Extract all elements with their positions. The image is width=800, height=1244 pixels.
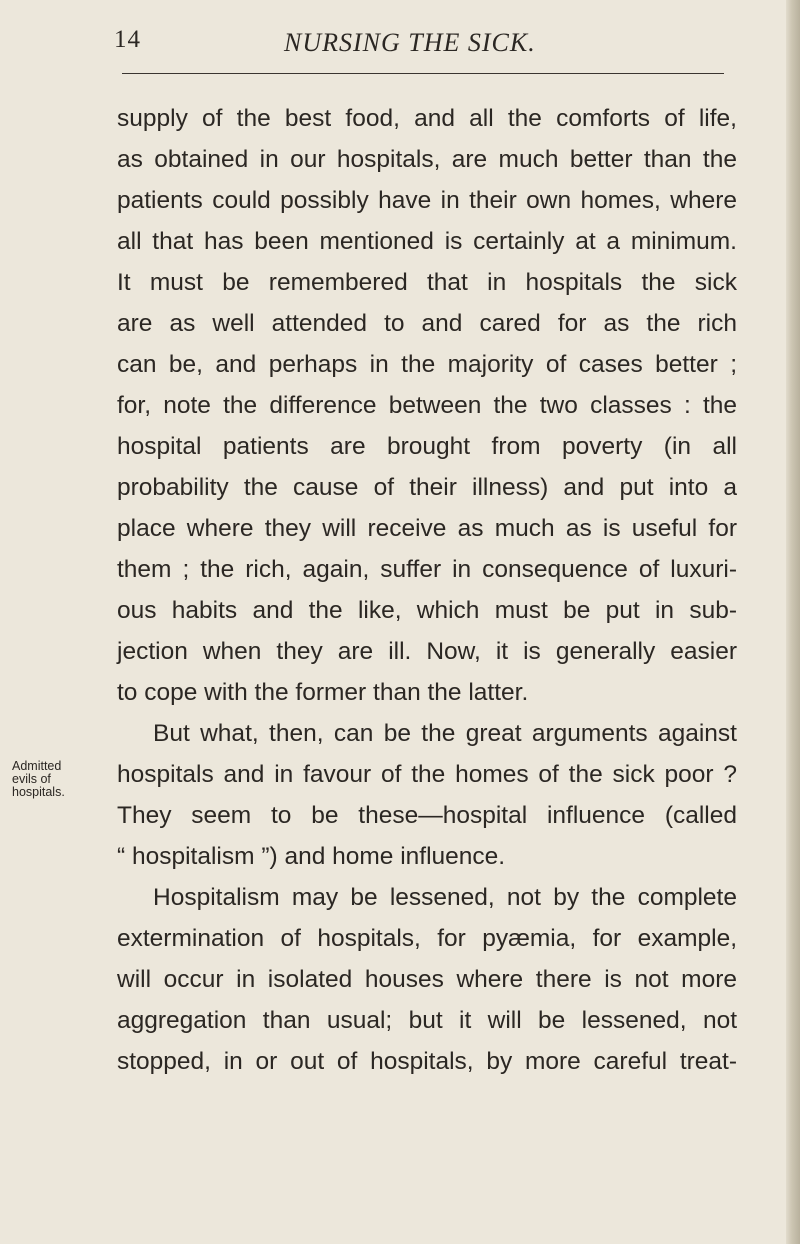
- text-line: It must be remembered that in hospitals the sick: [117, 269, 737, 296]
- text-line: are as well attended to and cared for as the rich: [117, 310, 737, 337]
- text-line: hospitals and in favour of the homes of the sick poor ?: [117, 761, 737, 788]
- page-number: 14: [114, 26, 141, 53]
- margin-note: [12, 760, 97, 799]
- running-head: [0, 18, 800, 58]
- text-line: aggregation than usual; but it will be lessened, not: [117, 1007, 737, 1034]
- text-line: them ; the rich, again, suffer in consequence of luxuri-: [117, 556, 737, 583]
- text-line: stopped, in or out of hospitals, by more careful treat-: [117, 1048, 737, 1075]
- text-line: They seem to be these—hospital influence (called: [117, 802, 737, 829]
- text-line: as obtained in our hospitals, are much better than the: [117, 146, 737, 173]
- text-line: to cope with the former than the latter.: [117, 679, 529, 706]
- header-rule: [122, 73, 724, 74]
- text-line: all that has been mentioned is certainly at a minimum.: [117, 228, 737, 255]
- text-line: for, note the difference between the two classes : the: [117, 392, 737, 419]
- text-line: extermination of hospitals, for pyæmia, for example,: [117, 925, 737, 952]
- text-line: ous habits and the like, which must be put in sub-: [117, 597, 737, 624]
- text-line: will occur in isolated houses where there is not more: [117, 966, 737, 993]
- text-line: patients could possibly have in their own homes, where: [117, 187, 737, 214]
- running-title: NURSING THE SICK.: [284, 28, 536, 57]
- text-line: place where they will receive as much as is useful for: [117, 515, 737, 542]
- text-line: can be, and perhaps in the majority of cases better ;: [117, 351, 737, 378]
- text-line: But what, then, can be the great arguments against: [153, 720, 737, 747]
- page-edge: [786, 0, 800, 1244]
- margin-note-line: hospitals.: [12, 785, 65, 799]
- text-line: hospital patients are brought from poverty (in all: [117, 433, 737, 460]
- text-line: “ hospitalism ”) and home influence.: [117, 843, 506, 870]
- margin-note-line: evils of: [12, 772, 51, 786]
- text-line: supply of the best food, and all the comforts of life,: [117, 105, 737, 132]
- margin-note-line: Admitted: [12, 759, 62, 773]
- text-line: Hospitalism may be lessened, not by the complete: [153, 884, 737, 911]
- body-text: [117, 98, 737, 1082]
- text-line: probability the cause of their illness) and put into a: [117, 474, 737, 501]
- text-line: jection when they are ill. Now, it is generally easier: [117, 638, 737, 665]
